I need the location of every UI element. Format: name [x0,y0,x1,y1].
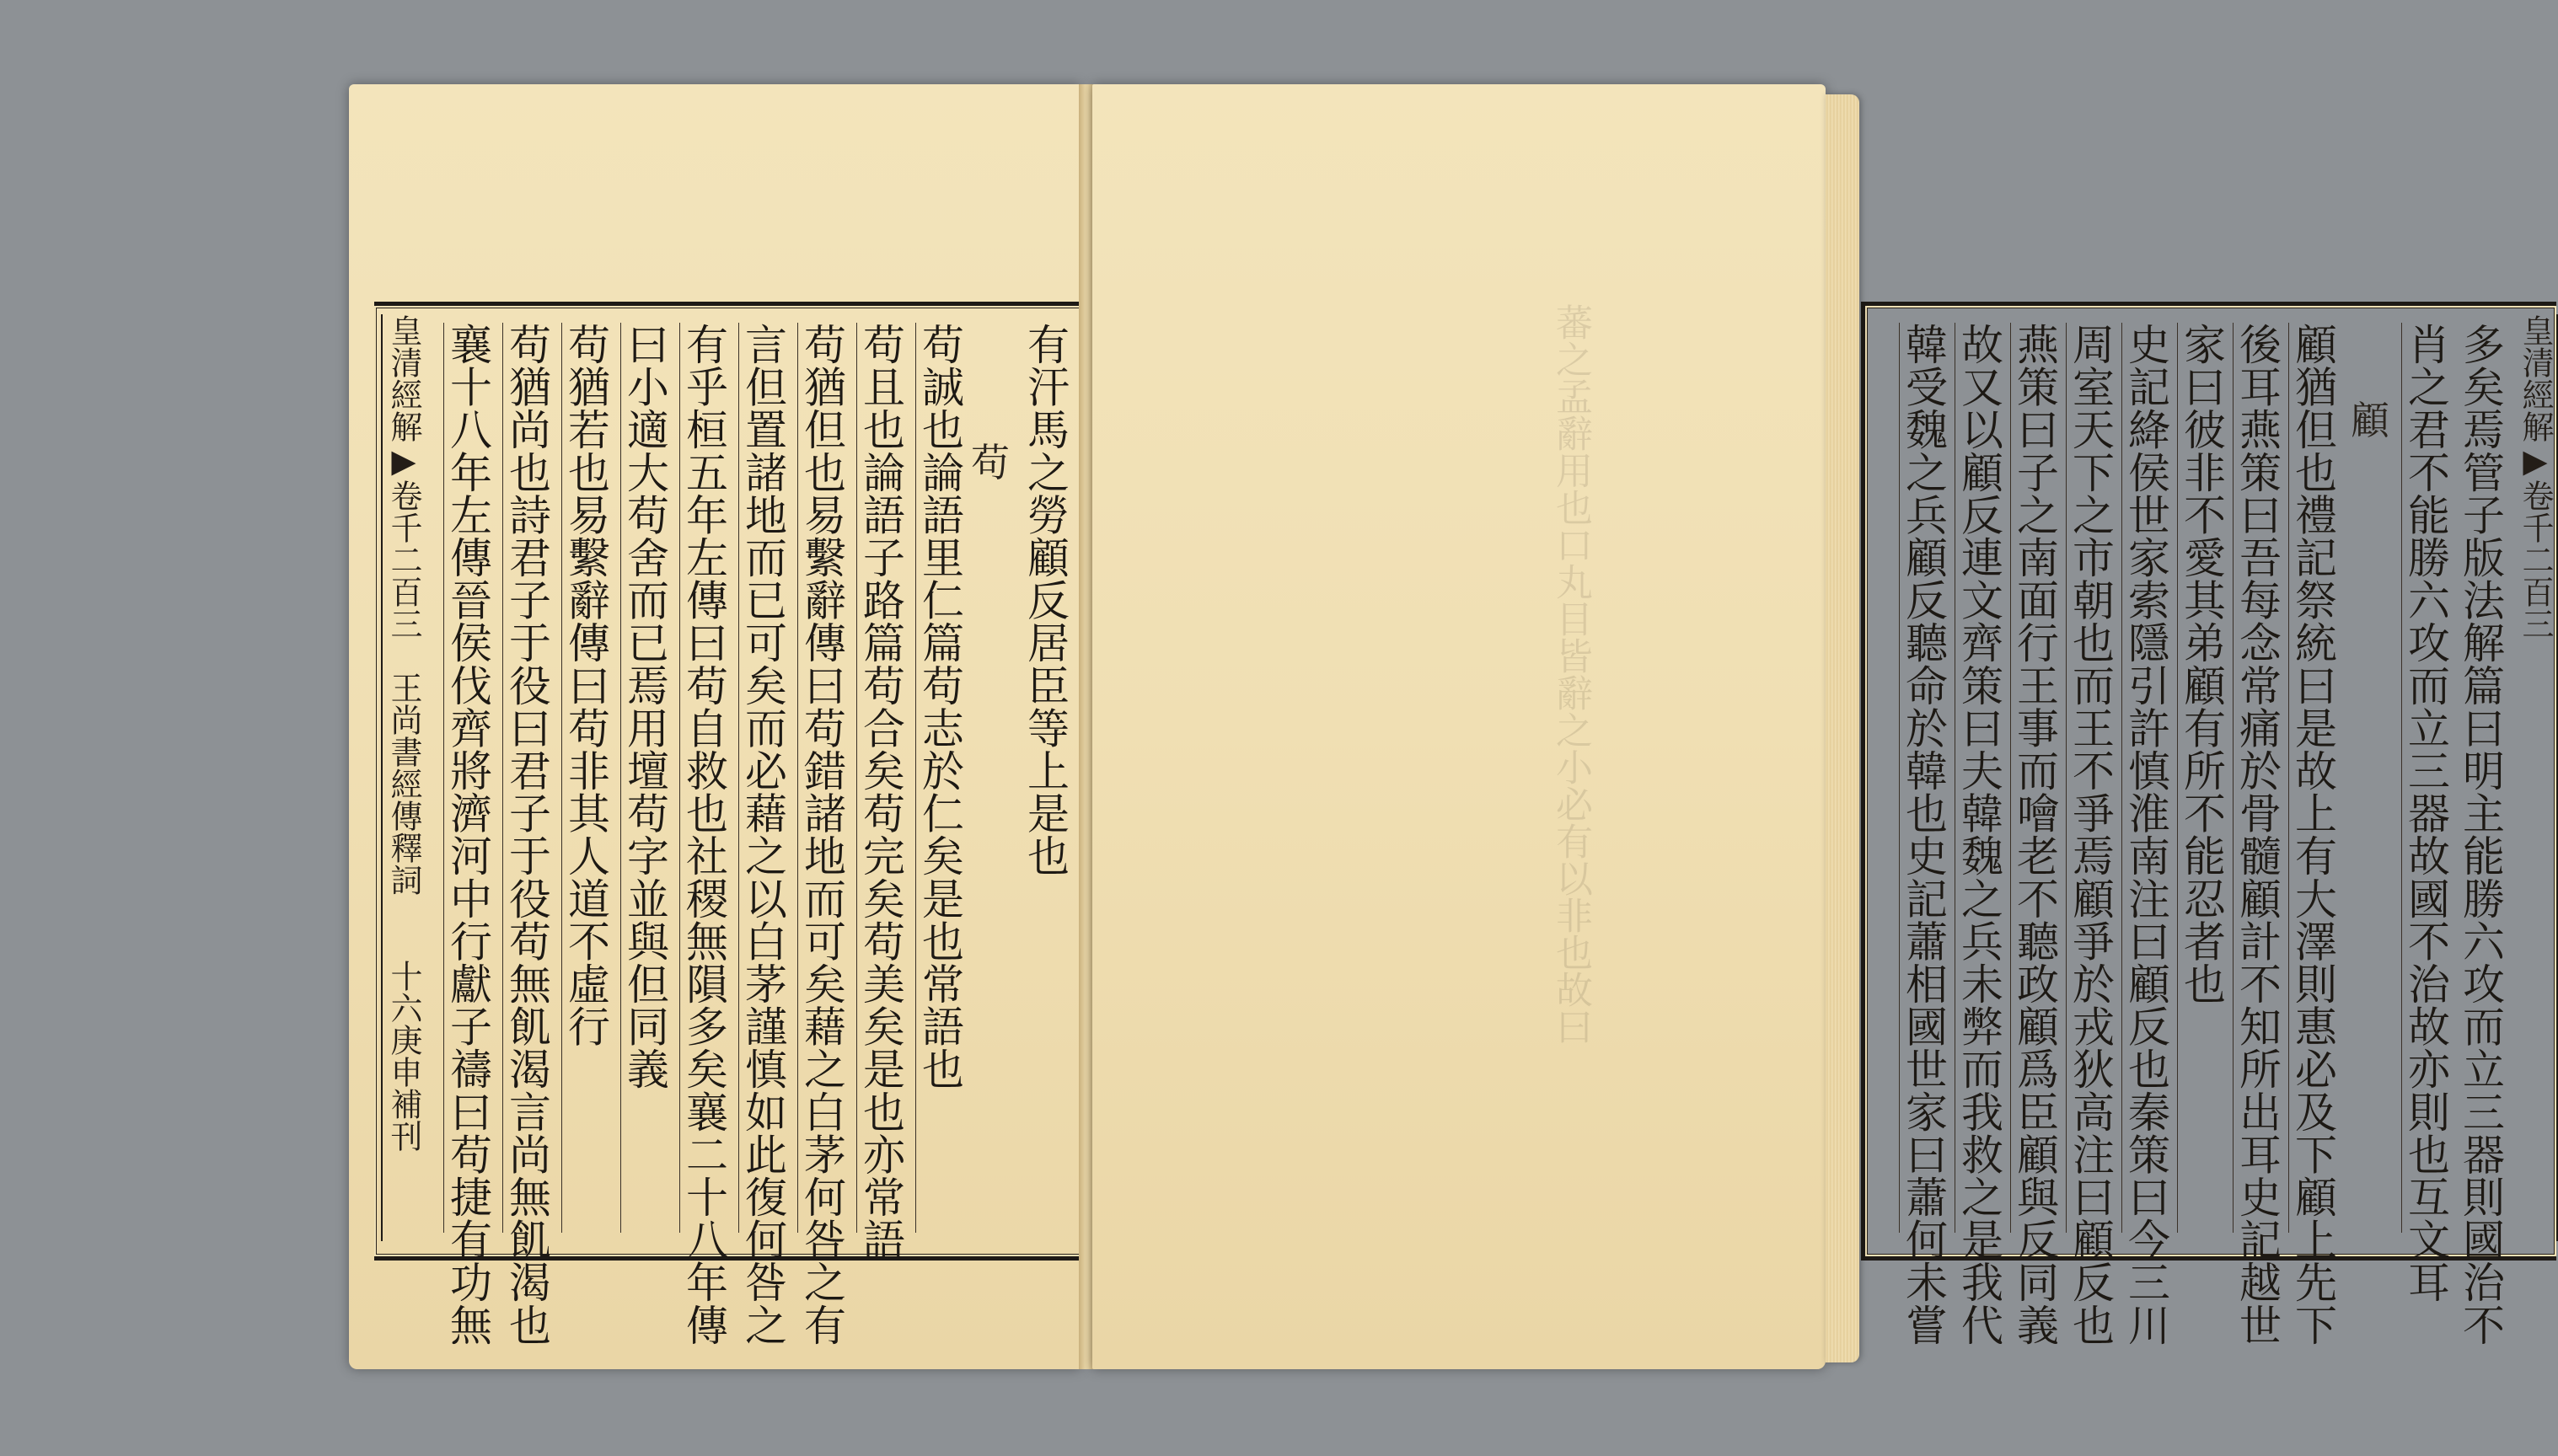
text-column: 故又以顧反連文齊策曰夫韓魏之兵未弊而我救之是我代 [1955,323,2003,1346]
fishtail-mark: ▶ [2517,442,2554,479]
text-column: 史記絳侯世家索隱引許慎淮南注曰顧反也秦策曰今三川 [2121,323,2170,1346]
text-column: 苟猶若也易繫辭傳曰苟非其人道不虛行 [561,323,609,1233]
page-edges [1826,94,1859,1362]
text-column: 言但置諸地而已可矣而必藉之以白茅謹慎如此復何咎之 [738,323,787,1346]
text-column: 襄十八年左傳晉侯伐齊將濟河中行獻子禱曰苟捷有功無 [443,323,492,1346]
text-column: 有汗馬之勞顧反居臣等上是也 [1021,323,1070,877]
volume-label: 卷千二百三 [2517,479,2554,640]
text-column: 多矣焉管子版法解篇曰明主能勝六攻而立三器則國治不 [2456,323,2505,1346]
page-margin-label [381,314,425,1241]
volume-label: 卷千二百三 [385,479,422,640]
text-column: 有乎桓五年左傳曰苟自救也社稷無隕多矣襄二十八年傳 [679,323,728,1346]
edition-label: 庚申補刊 [385,1024,422,1152]
text-column: 肖之君不能勝六攻而立三器故國不治故亦則也互文耳 [2401,323,2450,1303]
right-page [1092,84,2554,1369]
show-through-text: 蕃之孟辭用也口丸目皆辭之小必有以非也故曰 [1549,303,1592,1045]
section-heading: 顧 [2351,398,2389,443]
book-title: 皇清經解 [385,314,422,442]
page-margin-label [2514,314,2558,1241]
left-page [349,84,1081,1369]
text-column: 韓受魏之兵顧反聽命於韓也史記蕭相國世家曰蕭何未嘗 [1899,323,1948,1346]
text-column: 周室天下之市朝也而王不爭焉顧爭於戎狄高注曰顧反也 [2066,323,2115,1346]
text-column: 曰小適大苟舍而已焉用壇苟字並與但同義 [620,323,668,1233]
text-column: 顧猶但也禮記祭統曰是故上有大澤則惠必及下顧上先下 [2288,323,2337,1346]
text-column: 家曰彼非不愛其弟顧有所不能忍者也 [2177,323,2225,1233]
text-column: 後耳燕策曰吾每念常痛於骨髓顧計不知所出耳史記越世 [2233,323,2282,1346]
text-column: 苟猶但也易繫辭傳曰苟錯諸地而可矣藉之白茅何咎之有 [797,323,846,1346]
text-column: 苟且也論語子路篇苟合矣苟完矣苟美矣是也亦常語 [856,323,905,1261]
folio-number: 十六 [385,960,422,1024]
book-title: 皇清經解 [2517,314,2554,442]
text-column: 苟猶尚也詩君子于役曰君子于役苟無飢渴言尚無飢渴也 [502,323,551,1346]
author-label: 王尚書經傳釋詞 [385,672,422,896]
text-column: 燕策曰子之南面行王事而噲老不聽政顧爲臣顧與反同義 [2010,323,2059,1346]
left-text-frame [374,302,1095,1346]
text-column: 苟誠也論語里仁篇苟志於仁矣是也常語也 [915,323,963,1233]
section-heading: 苟 [971,440,1010,485]
fishtail-mark: ▶ [385,442,422,479]
open-book [334,84,2554,1369]
right-text-frame [1861,302,2556,1346]
